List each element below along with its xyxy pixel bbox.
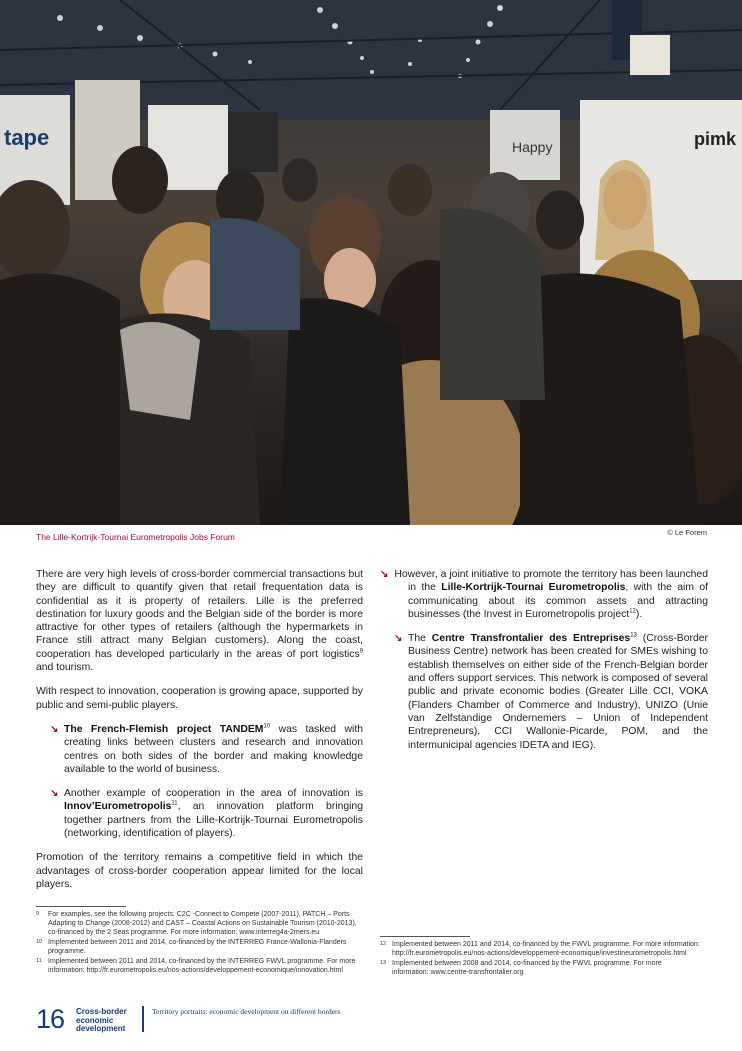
footnote: 11 Implemented between 2011 and 2014, co-financed by the INTERREG FWVL programme. For more information: http://fr.eurometropolis.eu/nos-actions/developpement-economique/innovation.html	[36, 958, 356, 974]
svg-text:Happy: Happy	[512, 139, 553, 155]
crowd-photo	[0, 0, 742, 525]
footnote: 12 Implemented between 2011 and 2014, co-financed by the FWVL programme. For more information: http://fr.eurometropolis.eu/nos-actions/developpement-economique/investineurometropolis.html	[380, 941, 700, 957]
footnotes-right	[380, 936, 700, 978]
arrow-bullet-icon: ↘	[394, 633, 403, 645]
page-footer	[36, 1002, 696, 1042]
list-item: ↘ Another example of cooperation in the area of innovation is Innov’Eurometropolis$^{11}$, an innovation platform bringing together partners from the Lille-Kortrijk-Tournai Eurometropolis (networking, identification of players).	[50, 788, 363, 840]
footnote: 13 Implemented between 2008 and 2014, co-financed by the FWVL programme. For more information: www.centre-transfrontalier.org	[380, 960, 662, 976]
list-item: ↘ The Centre Transfrontalier des Entreprises$^{13}$ (Cross-Border Business Centre) network has been created for SMEs wishing to establish themselves on either side of the French-Belgian border and offers support services. This network is composed of several public and private economic bodies (Greater Lille CCI, VOKA (Flanders Chamber of Commerce and Industry), UNIZO (Unie van Zelfstandige Ondernemers – Union of Independent Entrepreneurs), CCI Wallonie-Picarde, POM, and the intermunicipal agencies IDETA and IEG).	[394, 632, 708, 751]
paragraph: Promotion of the territory remains a competitive field in which the advantages of cross-border cooperation appear limited for the local players.	[36, 852, 363, 890]
arrow-bullet-icon: ↘	[380, 569, 389, 580]
arrow-bullet-icon: ↘	[50, 788, 59, 800]
list-item: ↘ However, a joint initiative to promote the territory has been launched in the Lille-Kortrijk-Tournai Eurometropolis, with the aim of communicating about its common assets and attracting businesses (the Invest in Eurometropolis project$^{12}$).	[380, 569, 709, 620]
arrow-bullet-icon: ↘	[50, 723, 59, 735]
footnote: 9 For examples, see the following projects: C2C -Connect to Compete (2007-2011), PATCH – Ports Adapting to Change (2008-2012) and CAST – Coastal Actions on Sustainable Tourism (2010-2013), co-financed by the 2 Seas programme. For more information: www.interreg4a-2mers.eu	[36, 911, 357, 936]
right-column	[380, 568, 708, 763]
left-column	[36, 568, 363, 902]
paragraph: With respect to innovation, cooperation is growing apace, supported by public and semi-public players.	[36, 686, 363, 711]
brand-logo: Cross-border economic development	[76, 1007, 127, 1033]
photo-caption: The Lille-Kortrijk-Tournai Eurometropolis Jobs Forum	[36, 532, 235, 542]
footnote: 10 Implemented between 2011 and 2014, co-financed by the INTERREG France-Wallonia-Flanders programme.	[36, 939, 347, 955]
footer-divider	[142, 1006, 144, 1032]
footnotes-left	[36, 906, 366, 976]
paragraph: There are very high levels of cross-border commercial transactions but they are difficult to quantify given that retail frequentation data is confidential as it is property of retailers. Lille is the preferred destination for luxury goods and the Belgian side of the border is more attractive for other types of retailers (although the hypermarkets in France still attract many Belgian customers). Along the coast, cooperation has developed particularly in the areas of port logistics$^9$ and tourism.	[36, 569, 363, 674]
page-number: 16	[36, 1004, 65, 1034]
svg-text:pimk: pimk	[694, 129, 737, 149]
photo-credit: © Le Forem	[667, 528, 707, 537]
footnote-divider	[380, 936, 470, 937]
list-item: ↘ The French-Flemish project TANDEM$^{10}$ was tasked with creating links between clusters and research and innovation centres on both sides of the border and making knowledge available to the world of business.	[50, 723, 363, 775]
running-title: Territory portraits: economic development on different borders	[152, 1007, 341, 1016]
footnote-divider	[36, 906, 126, 907]
crowd-photo-illustration	[0, 0, 742, 525]
svg-text:tape: tape	[4, 125, 50, 150]
